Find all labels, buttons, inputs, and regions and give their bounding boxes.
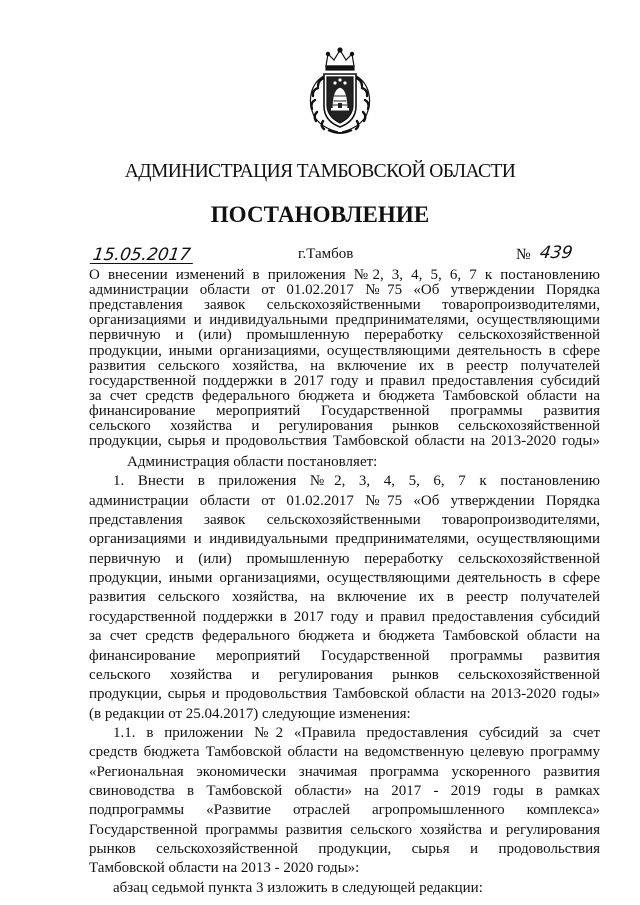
body-line-text: сельского хозяйства и регулирования рынков сельскохозяйственной <box>89 666 600 683</box>
body-line <box>89 705 600 723</box>
body-line-text: продукции, иными организациями, осуществляющими деятельность в сфере <box>89 570 600 587</box>
title-line <box>89 419 600 434</box>
title-line <box>89 283 600 298</box>
body-line <box>89 743 600 761</box>
title-line-text: представления заявок сельскохозяйственными товаропроизводителями, <box>89 297 600 314</box>
title-line <box>89 298 600 313</box>
body-line-text: 1. Внести в приложения №2, 3, 4, 5, 6, 7 к постановлению <box>113 473 600 490</box>
body-line-text: подпрограммы «Развитие отраслей агропромышленного комплекса» <box>89 802 600 819</box>
body-line <box>89 763 600 781</box>
organization-name: АДМИНИСТРАЦИЯ ТАМБОВСКОЙ ОБЛАСТИ <box>124 161 516 182</box>
title-line-text: развития сельского хозяйства, на включение их в реестр получателей <box>89 357 600 374</box>
body-line <box>89 511 600 529</box>
body-line-text: развития сельского хозяйства, на включение их в реестр получателей <box>89 589 600 606</box>
title-line-text: администрации области от 01.02.2017 №75 «Об утверждении Порядка <box>89 282 600 299</box>
body-line <box>89 569 600 587</box>
title-line <box>89 374 600 389</box>
body-line <box>89 666 600 684</box>
body-line <box>89 588 600 606</box>
body-line-text: рынков сельскохозяйственной продукции, сырья и продовольствия <box>89 841 600 857</box>
body-line-text: Государственной программы развития сельского хозяйства и регулирования <box>89 821 600 838</box>
body-line <box>113 724 600 742</box>
body-line-text: абзац седьмой пункта 3 изложить в следующей редакции: <box>113 879 483 896</box>
body-line <box>89 492 600 510</box>
body-line <box>89 530 600 548</box>
title-line <box>89 434 600 449</box>
body-line <box>89 801 600 819</box>
title-line-text: финансирование мероприятий Государственной программы развития <box>89 402 600 419</box>
title-line-text: сельского хозяйства и регулирования рынков сельскохозяйственной <box>89 418 600 434</box>
title-line <box>89 359 600 374</box>
body-line-text: представления заявок сельскохозяйственными товаропроизводителями, <box>89 512 600 529</box>
document-number-label: № <box>516 246 531 263</box>
title-line-text: О внесении изменений в приложения №2, 3, 4, 5, 6, 7 к постановлению <box>89 267 600 283</box>
body-line <box>89 782 600 800</box>
document-city: г.Тамбов <box>298 246 354 262</box>
body-line <box>89 840 600 858</box>
body-line-text: государственной поддержки в 2017 году и правил предоставления субсидий <box>89 608 600 625</box>
body-line <box>89 685 600 703</box>
body-line-text: (в редакции от 25.04.2017) следующие изменения: <box>89 705 411 722</box>
title-line-text: за счет средств федерального бюджета и бюджета Тамбовской области на <box>89 387 600 404</box>
tambov-coat-of-arms-icon <box>298 46 382 136</box>
document-date <box>92 245 192 265</box>
title-line <box>89 313 600 328</box>
body-line-text: продукции, сырья и продовольствия Тамбовской области на 2013-2020 годы» <box>89 686 600 703</box>
title-line-text: государственной поддержки в 2017 году и правил предоставления субсидий <box>89 372 600 389</box>
document-number: 439 <box>538 243 574 263</box>
title-line-text: первичную и (или) промышленную переработку сельскохозяйственной <box>89 327 600 344</box>
body-line <box>127 453 600 471</box>
body-line-text: Тамбовской области на 2013 - 2020 годы»: <box>89 860 360 877</box>
body-line-text: первичную и (или) промышленную переработку сельскохозяйственной <box>89 550 600 567</box>
body-line-text: организациями и индивидуальными предпринимателями, осуществляющими <box>89 531 600 548</box>
body-line <box>89 627 600 645</box>
body-line-text: за счет средств федерального бюджета и бюджета Тамбовской области на <box>89 628 600 645</box>
document-date-text: 15.05.2017 <box>91 245 192 265</box>
body-line <box>89 608 600 626</box>
body-line-text: средств бюджета Тамбовской области на ведомственную целевую программу <box>89 744 600 761</box>
title-line-text: продукции, иными организациями, осуществляющими деятельность в сфере <box>89 342 600 359</box>
title-line <box>89 328 600 343</box>
body-line-text: финансирование мероприятий Государственной программы развития <box>89 647 600 664</box>
body-line <box>89 821 600 839</box>
body-line <box>113 879 600 897</box>
title-line <box>89 389 600 404</box>
body-line-text: «Региональная экономически значимая программа ускоренного развития <box>89 763 600 780</box>
title-line-text: продукции, сырья и продовольствия Тамбовской области на 2013-2020 годы» <box>89 433 600 450</box>
body-line-text: свиноводства в Тамбовской области» на 2017 - 2019 годы в рамках <box>89 782 600 799</box>
body-line <box>89 550 600 568</box>
title-line <box>89 404 600 419</box>
body-line-text: 1.1. в приложении №2 «Правила предоставления субсидий за счет <box>113 724 600 741</box>
title-line <box>89 268 600 283</box>
document-type: ПОСТАНОВЛЕНИЕ <box>210 202 430 227</box>
body-line-text: Администрация области постановляет: <box>127 454 378 470</box>
title-line-text: организациями и индивидуальными предпринимателями, осуществляющими <box>89 312 600 329</box>
body-line <box>89 859 600 877</box>
date-underline <box>90 263 193 264</box>
body-line-text: администрации области от 01.02.2017 №75 «Об утверждении Порядка <box>89 492 600 509</box>
title-line <box>89 344 600 359</box>
body-line <box>89 647 600 665</box>
body-line <box>113 472 600 490</box>
